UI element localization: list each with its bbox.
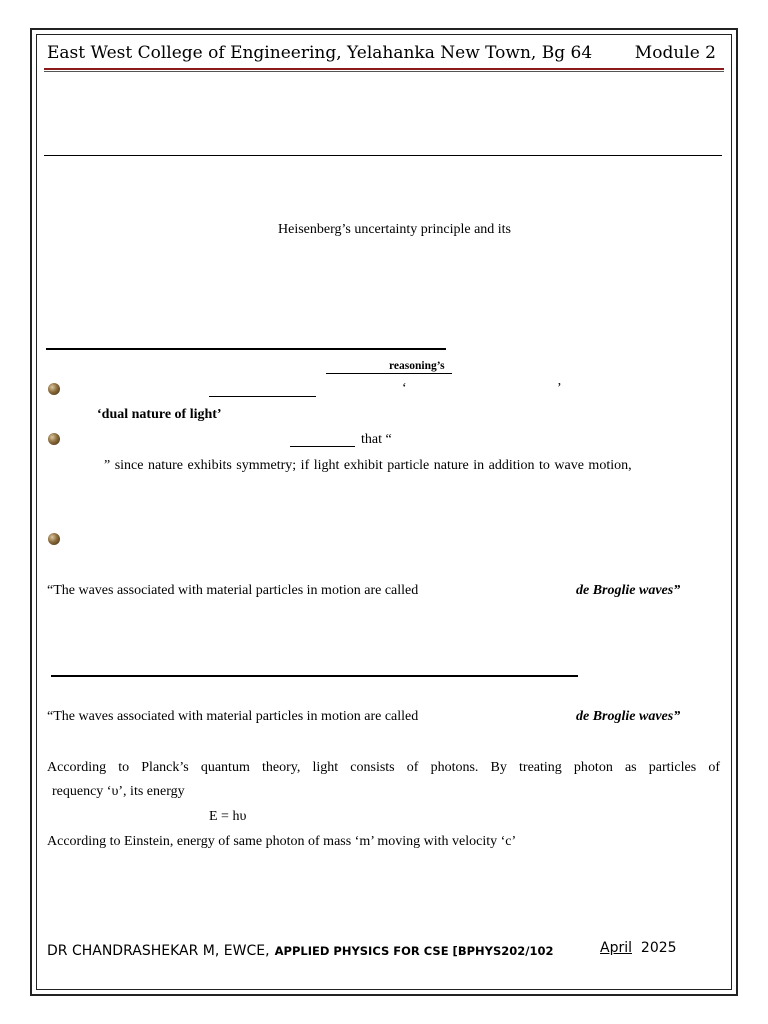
footer-date bbox=[600, 940, 677, 956]
bullet-2-icon bbox=[48, 433, 60, 445]
bullet-1-open-quote: ‘ bbox=[402, 381, 407, 396]
einstein-line: According to Einstein, energy of same photon of mass ‘m’ moving with velocity ‘c’ bbox=[47, 834, 517, 849]
footer-month: April bbox=[600, 940, 632, 956]
bullet-2-blank bbox=[290, 446, 355, 447]
footer-course: APPLIED PHYSICS FOR CSE [BPHYS202/102 bbox=[274, 944, 554, 958]
bullet-2-that: that “ bbox=[361, 432, 392, 447]
reasoning-underline bbox=[326, 373, 452, 374]
definition-2-term: de Broglie waves” bbox=[576, 709, 681, 724]
header-module-label: Module 2 bbox=[634, 43, 716, 63]
bullet-1-icon bbox=[48, 383, 60, 395]
bullet-1-close-quote: ’ bbox=[557, 381, 562, 396]
bullet-1-dual-nature: ‘dual nature of light’ bbox=[97, 407, 222, 422]
definition-2-text: “The waves associated with material particles in motion are called bbox=[47, 709, 419, 724]
planck-line-1: According to Planck’s quantum theory, light consists of photons. By treating photon as particles of bbox=[47, 760, 720, 775]
reasoning-label: reasoning’s bbox=[389, 360, 445, 372]
planck-line-2: requency ‘υ’, its energy bbox=[52, 784, 185, 799]
section-divider bbox=[44, 155, 722, 156]
bullet-2-line2: ” since nature exhibits symmetry; if light exhibit particle nature in addition to wave motion, bbox=[104, 458, 632, 473]
definition-1-term: de Broglie waves” bbox=[576, 583, 681, 598]
energy-equation: E = hυ bbox=[209, 809, 247, 824]
footer-year: 2025 bbox=[640, 940, 677, 956]
section-heading-rule bbox=[46, 348, 446, 350]
header-college-title: East West College of Engineering, Yelahanka New Town, Bg 64 bbox=[47, 43, 593, 63]
section-heading-rule-2 bbox=[51, 675, 578, 677]
footer-author: DR CHANDRASHEKAR M, EWCE, bbox=[47, 943, 270, 959]
definition-1-text: “The waves associated with material particles in motion are called bbox=[47, 583, 419, 598]
header-rule-red bbox=[44, 68, 724, 70]
header-rule-gray bbox=[44, 71, 724, 72]
bullet-1-blank bbox=[209, 396, 316, 397]
bullet-3-icon bbox=[48, 533, 60, 545]
heading-fragment: Heisenberg’s uncertainty principle and its bbox=[278, 222, 512, 237]
footer-credit bbox=[47, 940, 553, 959]
